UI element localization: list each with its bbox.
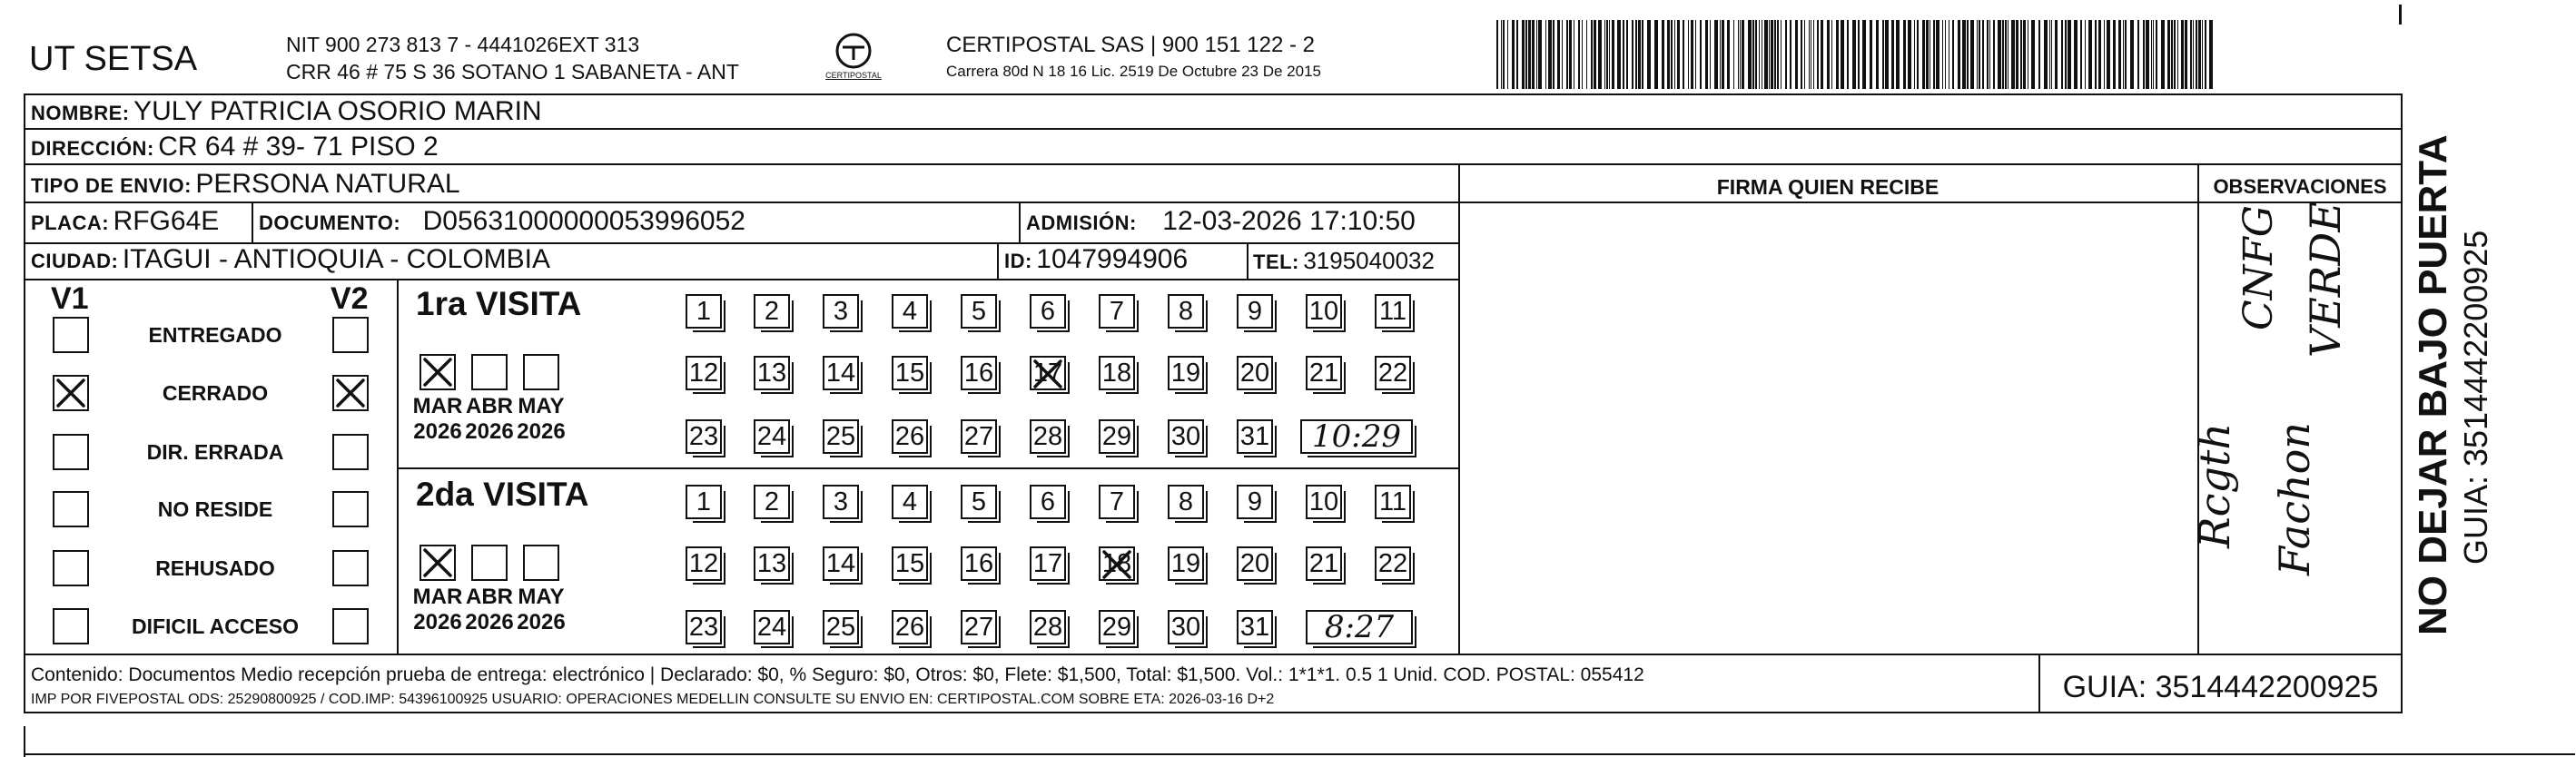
visit-day-box[interactable]: 29 [1099,419,1135,454]
visit-day-box[interactable]: 19 [1168,546,1204,581]
visit-day-box[interactable]: 1 [686,294,722,329]
status-label: DIR. ERRADA [146,440,284,464]
visit-day-box[interactable]: 1 [686,485,722,519]
status-v1-checkbox[interactable] [53,550,89,586]
visit-day-box[interactable]: 24 [754,419,790,454]
status-v2-checkbox[interactable] [332,317,369,353]
side-warning: NO DEJAR BAJO PUERTA [2411,134,2455,635]
visit-day-box[interactable]: 27 [961,610,997,644]
footer-guia: GUIA: 3514442200925 [2062,670,2379,704]
visit-day-box[interactable]: 22 [1375,356,1411,390]
side-guia: GUIA: 3514442200925 [2457,230,2494,565]
footer-imp-line: IMP POR FIVEPOSTAL ODS: 25290800925 / COD.IMP: 54396100925 USUARIO: OPERACIONES MEDELLIN CONSULTE SU ENVIO EN: CERTIPOSTAL.COM SOBRE ETA: 2026-03-16 D+2 [31,692,1275,707]
visit-day-box[interactable]: 28 [1030,419,1066,454]
visit-day-box[interactable]: 12 [686,546,722,581]
visit-day-box[interactable]: 19 [1168,356,1204,390]
visit-title: 2da VISITA [416,476,589,513]
v1-label: V1 [51,281,89,316]
status-v1-checkbox[interactable] [53,491,89,527]
visit-time-box[interactable] [1306,610,1413,644]
id-row [1004,244,1188,275]
status-v2-checkbox[interactable] [332,375,369,411]
handwritten-time: 8:27 [1324,609,1395,645]
visit-day-box[interactable]: 29 [1099,610,1135,644]
handwritten-time: 10:29 [1312,418,1401,455]
visit-time-box[interactable] [1300,419,1413,454]
v2-label: V2 [331,281,369,316]
observation-word-4: VERDE [2301,202,2350,358]
id-value: 1047994906 [1036,244,1189,274]
status-label: REHUSADO [155,556,275,580]
visit-day-box[interactable]: 7 [1099,294,1135,329]
visit-day-box[interactable]: 11 [1375,485,1411,519]
visit-month-label: MAY [518,394,565,418]
visit-day-box[interactable]: 5 [961,485,997,519]
visit-day-box[interactable]: 17 [1030,546,1066,581]
visit-day-box[interactable]: 28 [1030,610,1066,644]
visit-day-box[interactable]: 9 [1237,485,1273,519]
visit-day-box[interactable]: 10 [1306,485,1342,519]
visit-day-box[interactable]: 7 [1099,485,1135,519]
visit-title: 1ra VISITA [416,285,582,322]
admission-value: 12-03-2026 17:10:50 [1162,206,1416,236]
status-v2-checkbox[interactable] [332,491,369,527]
visit-day-box[interactable]: 8 [1168,485,1204,519]
visit-day-box[interactable]: 26 [892,419,928,454]
visit-day-box[interactable]: 30 [1168,419,1204,454]
tel-row [1253,247,1435,275]
certipostal-logo-text: CERTIPOSTAL [825,71,882,80]
visit-day-box[interactable]: 10 [1306,294,1342,329]
visit-month-checkbox[interactable] [419,545,456,581]
visit-day-box[interactable]: 21 [1306,546,1342,581]
visit-day-box[interactable]: 21 [1306,356,1342,390]
visit-day-box[interactable]: 3 [823,294,859,329]
visit-day-box[interactable]: 31 [1237,610,1273,644]
shipment-type: PERSONA NATURAL [195,169,460,199]
certipostal-logo [813,27,894,91]
visit-day-box[interactable]: 30 [1168,610,1204,644]
status-v2-checkbox[interactable] [332,608,369,644]
visit-month-label: MAY [518,585,565,609]
admission-row [1026,206,1416,237]
cut-line [24,753,2575,755]
visit-day-box[interactable]: 20 [1237,356,1273,390]
status-v1-checkbox[interactable] [53,375,89,411]
visit-day-box[interactable]: 6 [1030,294,1066,329]
status-v1-checkbox[interactable] [53,608,89,644]
visit-day-box[interactable]: 20 [1237,546,1273,581]
visit-day-box[interactable]: 16 [961,546,997,581]
status-v2-checkbox[interactable] [332,550,369,586]
visit-month-label: ABR [466,394,513,418]
recipient-address: CR 64 # 39- 71 PISO 2 [158,132,439,162]
document-value: D05631000000053996052 [422,206,745,236]
visit-day-box[interactable]: 12 [686,356,722,390]
visit-month-checkbox[interactable] [523,545,559,581]
visit-day-box[interactable]: 22 [1375,546,1411,581]
company-address: CRR 46 # 75 S 36 SOTANO 1 SABANETA - ANT [286,60,739,84]
shipment-type-label: TIPO DE ENVIO: [31,174,192,197]
visit-year-label: 2026 [465,419,514,444]
visit-month-checkbox[interactable] [471,545,508,581]
document-row [259,206,745,237]
visit-day-box[interactable]: 2 [754,485,790,519]
visit-day-box[interactable]: 31 [1237,419,1273,454]
visit-day-box[interactable]: 27 [961,419,997,454]
visit-day-box[interactable]: 17 [1030,356,1066,390]
visit-year-label: 2026 [517,419,566,444]
status-label: ENTREGADO [148,323,282,347]
visit-day-box[interactable]: 16 [961,356,997,390]
tel-label: TEL: [1253,251,1299,273]
status-label: NO RESIDE [157,497,273,521]
visit-day-box[interactable]: 15 [892,356,928,390]
visit-day-box[interactable]: 14 [823,356,859,390]
admission-label: ADMISIÓN: [1026,211,1137,234]
visit-day-box[interactable]: 6 [1030,485,1066,519]
visit-day-box[interactable]: 14 [823,546,859,581]
visit-year-label: 2026 [413,610,462,634]
status-v1-checkbox[interactable] [53,434,89,470]
observation-word-2: CNFG [2235,205,2282,330]
status-label: DIFICIL ACCESO [131,614,299,638]
status-label: CERRADO [162,381,269,405]
document-label: DOCUMENTO: [259,211,401,234]
city-value: ITAGUI - ANTIOQUIA - COLOMBIA [122,244,551,274]
observation-word-1: Rcgth [2190,423,2239,548]
observations-header: OBSERVACIONES [2213,175,2387,198]
observations-area[interactable] [2190,202,2401,652]
certipostal-license: Carrera 80d N 18 16 Lic. 2519 De Octubre 23 De 2015 [946,63,1321,80]
company-nit: NIT 900 273 813 7 - 4441026EXT 313 [286,33,640,56]
visit-day-box[interactable]: 18 [1099,546,1135,581]
barcode [1496,20,2214,89]
visit-day-box[interactable]: 5 [961,294,997,329]
visit-day-box[interactable]: 4 [892,485,928,519]
visit-day-box[interactable]: 11 [1375,294,1411,329]
visit-month-checkbox[interactable] [523,354,559,390]
certipostal-info: CERTIPOSTAL SAS | 900 151 122 - 2 [946,33,1315,57]
visit-month-label: MAR [412,585,463,609]
visit-day-box[interactable]: 2 [754,294,790,329]
visit-month-checkbox[interactable] [471,354,508,390]
name-label: NOMBRE: [31,102,130,124]
status-v1-checkbox[interactable] [53,317,89,353]
visit-day-box[interactable]: 23 [686,610,722,644]
signature-header: FIRMA QUIEN RECIBE [1716,175,1939,199]
visit-day-box[interactable]: 15 [892,546,928,581]
recipient-address-row [31,132,439,162]
visit-month-label: ABR [466,585,513,609]
id-label: ID: [1004,250,1032,272]
visit-month-checkbox[interactable] [419,354,456,390]
visit-day-box[interactable]: 9 [1237,294,1273,329]
visit-day-box[interactable]: 25 [823,610,859,644]
city-label: CIUDAD: [31,250,119,272]
recipient-name-row [31,96,542,127]
visit-year-label: 2026 [465,610,514,634]
visit-day-box[interactable]: 24 [754,610,790,644]
cut-line-left [24,726,25,757]
plate-row [31,206,219,237]
address-label: DIRECCIÓN: [31,137,154,160]
visit-day-box[interactable]: 3 [823,485,859,519]
corner-mark [2399,5,2402,25]
visit-day-box[interactable]: 4 [892,294,928,329]
visit-day-box[interactable]: 8 [1168,294,1204,329]
observation-word-3: Fachon [2270,422,2319,575]
certipostal-logo-icon [813,27,894,91]
visit-day-box[interactable]: 13 [754,356,790,390]
visit-day-box[interactable]: 26 [892,610,928,644]
signature-area[interactable] [1462,203,2196,652]
visit-day-box[interactable]: 13 [754,546,790,581]
visit-year-label: 2026 [413,419,462,444]
status-v2-checkbox[interactable] [332,434,369,470]
tel-value: 3195040032 [1303,247,1435,274]
visit-year-label: 2026 [517,610,566,634]
city-row [31,244,550,275]
footer-content-line: Contenido: Documentos Medio recepción prueba de entrega: electrónico | Declarado: $0, % Seguro: $0, Otros: $0, Flete: $1,500, Total: $1,500. Vol.: 1*1*1. 0.5 1 Unid. COD. POSTAL: 055412 [31,664,1644,685]
shipment-type-row [31,169,460,200]
company-name: UT SETSA [29,40,198,78]
plate-value: RFG64E [113,206,220,236]
visit-day-box[interactable]: 23 [686,419,722,454]
recipient-name: YULY PATRICIA OSORIO MARIN [133,96,542,126]
plate-label: PLACA: [31,211,110,234]
visit-month-label: MAR [412,394,463,418]
visit-day-box[interactable]: 18 [1099,356,1135,390]
visit-day-box[interactable]: 25 [823,419,859,454]
